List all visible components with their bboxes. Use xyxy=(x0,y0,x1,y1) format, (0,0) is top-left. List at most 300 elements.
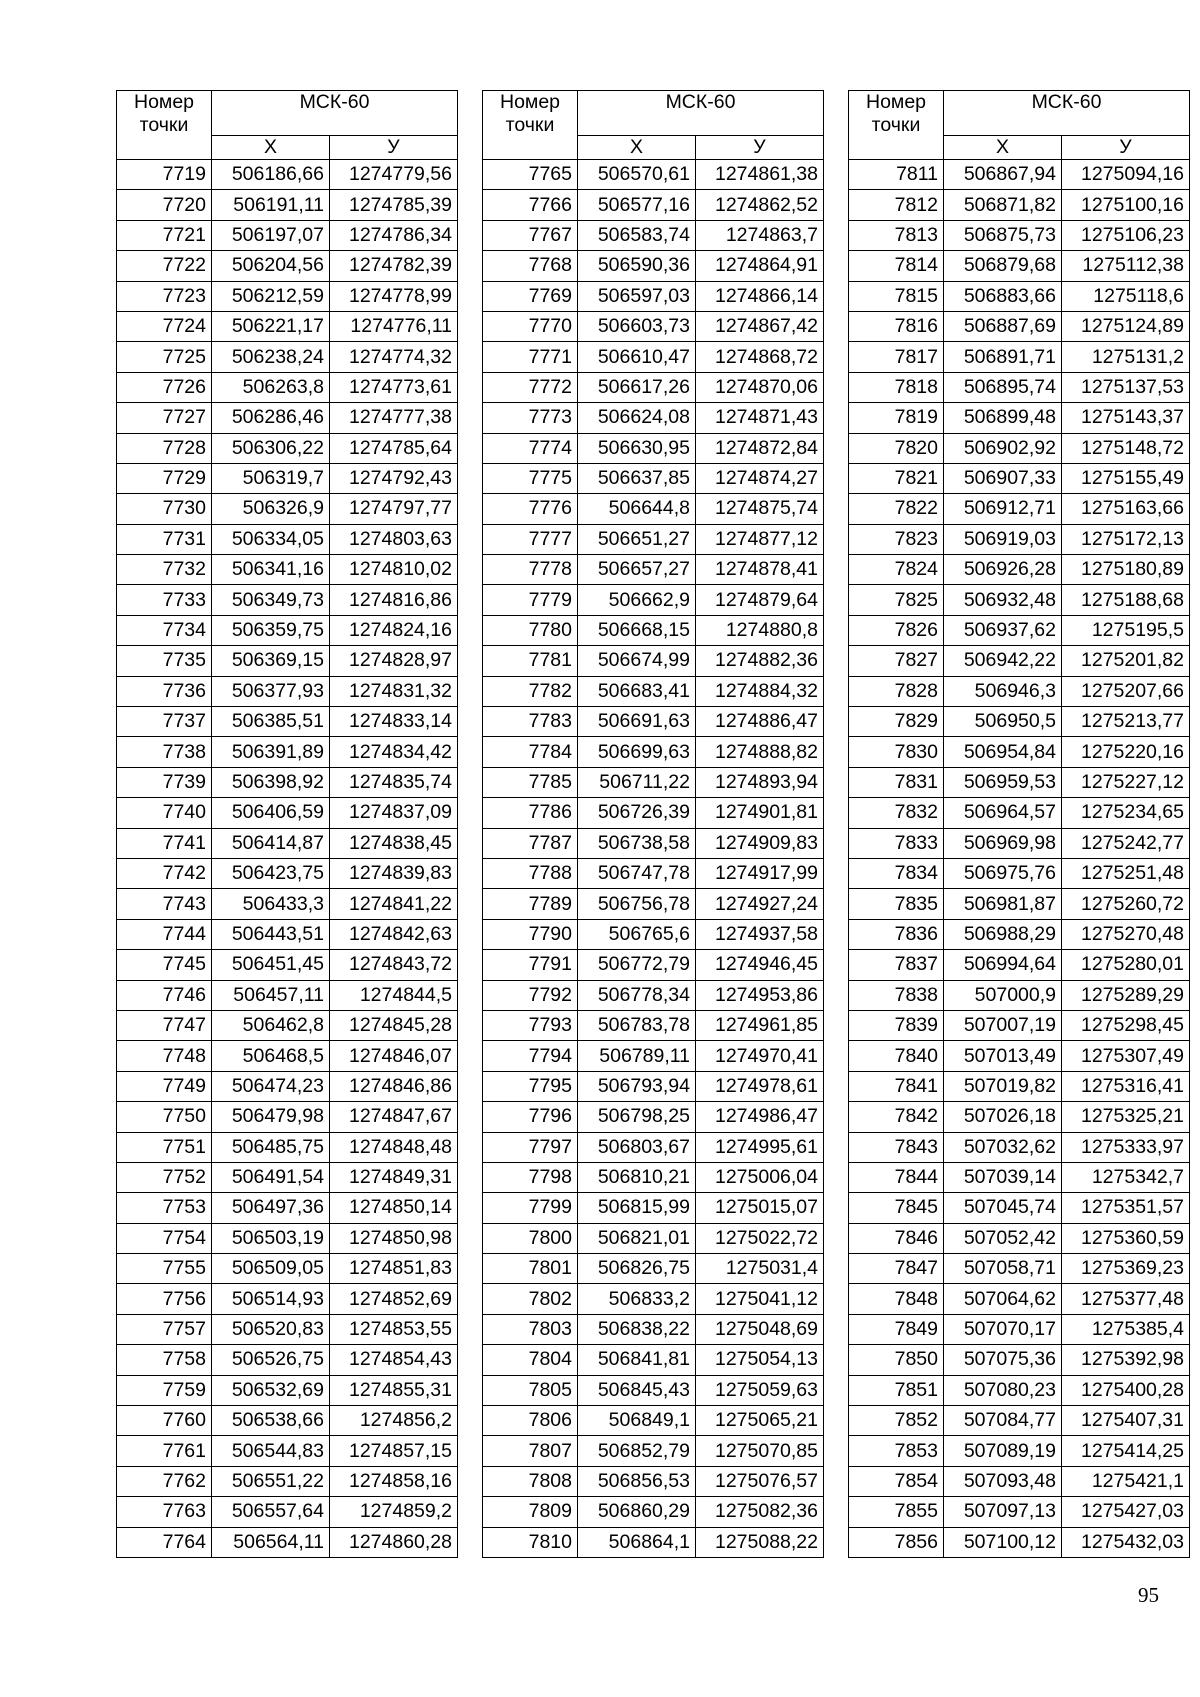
y-coordinate-cell: 1275289,29 xyxy=(1062,980,1190,1010)
point-number-cell: 7752 xyxy=(117,1162,212,1192)
x-coordinate-cell: 506564,11 xyxy=(212,1527,330,1557)
table-row xyxy=(117,1497,458,1527)
y-coordinate-cell: 1275041,12 xyxy=(696,1284,824,1314)
y-coordinate-cell: 1275180,89 xyxy=(1062,555,1190,585)
y-coordinate-cell: 1274782,39 xyxy=(330,251,458,281)
point-number-cell: 7733 xyxy=(117,585,212,615)
x-coordinate-cell: 507052,42 xyxy=(944,1223,1062,1253)
y-coordinate-cell: 1275220,16 xyxy=(1062,737,1190,767)
x-coordinate-cell: 506959,53 xyxy=(944,767,1062,797)
table-row xyxy=(117,1162,458,1192)
point-number-cell: 7807 xyxy=(483,1436,578,1466)
point-number-cell: 7799 xyxy=(483,1193,578,1223)
x-coordinate-cell: 506630,95 xyxy=(578,433,696,463)
point-number-cell: 7758 xyxy=(117,1345,212,1375)
table-row xyxy=(117,160,458,190)
x-coordinate-cell: 506551,22 xyxy=(212,1466,330,1496)
table-row xyxy=(849,767,1190,797)
y-coordinate-cell: 1274778,99 xyxy=(330,281,458,311)
x-coordinate-cell: 506474,23 xyxy=(212,1071,330,1101)
table-row xyxy=(483,220,824,250)
point-number-cell: 7795 xyxy=(483,1071,578,1101)
point-number-cell: 7782 xyxy=(483,676,578,706)
point-number-cell: 7854 xyxy=(849,1466,944,1496)
y-coordinate-cell: 1274917,99 xyxy=(696,858,824,888)
y-coordinate-cell: 1274880,8 xyxy=(696,615,824,645)
point-number-cell: 7800 xyxy=(483,1223,578,1253)
point-number-cell: 7842 xyxy=(849,1102,944,1132)
table-row xyxy=(483,889,824,919)
point-number-cell: 7829 xyxy=(849,707,944,737)
y-coordinate-cell: 1274871,43 xyxy=(696,403,824,433)
point-number-cell: 7749 xyxy=(117,1071,212,1101)
table-row xyxy=(849,1132,1190,1162)
point-number-cell: 7721 xyxy=(117,220,212,250)
point-number-cell: 7818 xyxy=(849,372,944,402)
table-row xyxy=(483,950,824,980)
x-coordinate-cell: 506902,92 xyxy=(944,433,1062,463)
y-coordinate-cell: 1275054,13 xyxy=(696,1345,824,1375)
table-row xyxy=(483,1284,824,1314)
table-row xyxy=(117,342,458,372)
y-coordinate-cell: 1275188,68 xyxy=(1062,585,1190,615)
point-number-cell: 7764 xyxy=(117,1527,212,1557)
x-coordinate-cell: 506810,21 xyxy=(578,1162,696,1192)
table-row xyxy=(117,737,458,767)
point-number-cell: 7766 xyxy=(483,190,578,220)
point-number-cell: 7843 xyxy=(849,1132,944,1162)
x-coordinate-cell: 506319,7 xyxy=(212,463,330,493)
x-coordinate-cell: 507064,62 xyxy=(944,1284,1062,1314)
y-coordinate-cell: 1274970,41 xyxy=(696,1041,824,1071)
x-coordinate-cell: 506485,75 xyxy=(212,1132,330,1162)
point-number-cell: 7775 xyxy=(483,463,578,493)
y-coordinate-cell: 1274845,28 xyxy=(330,1010,458,1040)
table-row xyxy=(849,950,1190,980)
point-number-cell: 7836 xyxy=(849,919,944,949)
x-coordinate-cell: 506657,27 xyxy=(578,555,696,585)
point-number-cell: 7832 xyxy=(849,798,944,828)
point-number-cell: 7753 xyxy=(117,1193,212,1223)
table-row xyxy=(849,1406,1190,1436)
table-row xyxy=(483,1254,824,1284)
y-coordinate-cell: 1274834,42 xyxy=(330,737,458,767)
x-coordinate-cell: 506544,83 xyxy=(212,1436,330,1466)
point-number-cell: 7729 xyxy=(117,463,212,493)
x-coordinate-cell: 506451,45 xyxy=(212,950,330,980)
x-coordinate-cell: 507045,74 xyxy=(944,1193,1062,1223)
x-coordinate-cell: 506414,87 xyxy=(212,828,330,858)
x-coordinate-cell: 506950,5 xyxy=(944,707,1062,737)
table-row xyxy=(483,585,824,615)
x-coordinate-cell: 506385,51 xyxy=(212,707,330,737)
x-coordinate-cell: 507019,82 xyxy=(944,1071,1062,1101)
coordinates-table-3 xyxy=(848,90,1190,1558)
point-number-cell: 7841 xyxy=(849,1071,944,1101)
table-row xyxy=(117,615,458,645)
table-row xyxy=(483,463,824,493)
y-coordinate-cell: 1275421,1 xyxy=(1062,1466,1190,1496)
table-row xyxy=(483,615,824,645)
point-number-cell: 7844 xyxy=(849,1162,944,1192)
y-coordinate-cell: 1274857,15 xyxy=(330,1436,458,1466)
x-coordinate-cell: 506852,79 xyxy=(578,1436,696,1466)
table-row xyxy=(117,1071,458,1101)
y-coordinate-cell: 1274824,16 xyxy=(330,615,458,645)
point-number-cell: 7736 xyxy=(117,676,212,706)
x-coordinate-cell: 506683,41 xyxy=(578,676,696,706)
table-row xyxy=(117,1314,458,1344)
y-column-header: У xyxy=(1062,136,1190,160)
table-row xyxy=(483,1497,824,1527)
table-row xyxy=(117,190,458,220)
point-number-cell: 7852 xyxy=(849,1406,944,1436)
y-coordinate-cell: 1274860,28 xyxy=(330,1527,458,1557)
point-number-cell: 7731 xyxy=(117,524,212,554)
x-coordinate-cell: 506443,51 xyxy=(212,919,330,949)
point-number-cell: 7767 xyxy=(483,220,578,250)
y-coordinate-cell: 1275407,31 xyxy=(1062,1406,1190,1436)
point-number-cell: 7726 xyxy=(117,372,212,402)
x-coordinate-cell: 506988,29 xyxy=(944,919,1062,949)
y-coordinate-cell: 1275143,37 xyxy=(1062,403,1190,433)
y-coordinate-cell: 1274833,14 xyxy=(330,707,458,737)
y-coordinate-cell: 1274837,09 xyxy=(330,798,458,828)
point-number-cell: 7727 xyxy=(117,403,212,433)
point-number-cell: 7757 xyxy=(117,1314,212,1344)
x-coordinate-cell: 506841,81 xyxy=(578,1345,696,1375)
x-coordinate-cell: 507070,17 xyxy=(944,1314,1062,1344)
point-number-cell: 7746 xyxy=(117,980,212,1010)
y-coordinate-cell: 1274773,61 xyxy=(330,372,458,402)
table-row xyxy=(849,1223,1190,1253)
table-row xyxy=(849,433,1190,463)
point-number-cell: 7744 xyxy=(117,919,212,949)
table-row xyxy=(483,1436,824,1466)
y-coordinate-cell: 1275006,04 xyxy=(696,1162,824,1192)
point-number-cell: 7748 xyxy=(117,1041,212,1071)
table-row xyxy=(483,676,824,706)
table-row xyxy=(483,1071,824,1101)
x-coordinate-cell: 506570,61 xyxy=(578,160,696,190)
y-coordinate-cell: 1274884,32 xyxy=(696,676,824,706)
x-coordinate-cell: 506532,69 xyxy=(212,1375,330,1405)
table-row xyxy=(483,160,824,190)
y-coordinate-cell: 1274855,31 xyxy=(330,1375,458,1405)
table-row xyxy=(483,1375,824,1405)
point-number-cell: 7798 xyxy=(483,1162,578,1192)
point-number-cell: 7828 xyxy=(849,676,944,706)
y-coordinate-cell: 1275148,72 xyxy=(1062,433,1190,463)
y-coordinate-cell: 1275298,45 xyxy=(1062,1010,1190,1040)
table-row xyxy=(849,1071,1190,1101)
y-coordinate-cell: 1275155,49 xyxy=(1062,463,1190,493)
point-number-cell: 7771 xyxy=(483,342,578,372)
y-coordinate-cell: 1274866,14 xyxy=(696,281,824,311)
table-row xyxy=(483,342,824,372)
point-number-cell: 7720 xyxy=(117,190,212,220)
y-coordinate-cell: 1274901,81 xyxy=(696,798,824,828)
point-number-cell: 7803 xyxy=(483,1314,578,1344)
table-row xyxy=(117,1193,458,1223)
point-number-cell: 7825 xyxy=(849,585,944,615)
x-coordinate-cell: 506186,66 xyxy=(212,160,330,190)
table-row xyxy=(483,1314,824,1344)
point-number-cell: 7738 xyxy=(117,737,212,767)
x-coordinate-cell: 506919,03 xyxy=(944,524,1062,554)
table-row xyxy=(483,828,824,858)
y-coordinate-cell: 1275242,77 xyxy=(1062,828,1190,858)
x-coordinate-cell: 506651,27 xyxy=(578,524,696,554)
y-coordinate-cell: 1274785,39 xyxy=(330,190,458,220)
x-coordinate-cell: 506756,78 xyxy=(578,889,696,919)
point-number-cell: 7769 xyxy=(483,281,578,311)
point-number-cell: 7740 xyxy=(117,798,212,828)
y-coordinate-cell: 1275325,21 xyxy=(1062,1102,1190,1132)
table-row xyxy=(849,311,1190,341)
point-number-cell: 7820 xyxy=(849,433,944,463)
x-coordinate-cell: 506334,05 xyxy=(212,524,330,554)
y-coordinate-cell: 1274888,82 xyxy=(696,737,824,767)
x-coordinate-cell: 506747,78 xyxy=(578,858,696,888)
y-coordinate-cell: 1275124,89 xyxy=(1062,311,1190,341)
x-column-header: Х xyxy=(578,136,696,160)
point-number-cell: 7809 xyxy=(483,1497,578,1527)
table-row xyxy=(117,676,458,706)
y-coordinate-cell: 1275100,16 xyxy=(1062,190,1190,220)
table-row xyxy=(117,1466,458,1496)
table-row xyxy=(483,919,824,949)
table-row xyxy=(849,1314,1190,1344)
table-row xyxy=(117,1284,458,1314)
x-coordinate-cell: 506875,73 xyxy=(944,220,1062,250)
y-coordinate-cell: 1274927,24 xyxy=(696,889,824,919)
point-number-cell: 7724 xyxy=(117,311,212,341)
point-number-cell: 7750 xyxy=(117,1102,212,1132)
table-row xyxy=(117,1375,458,1405)
x-coordinate-cell: 506597,03 xyxy=(578,281,696,311)
point-number-header: Номер точки xyxy=(483,91,578,160)
table-row xyxy=(117,1041,458,1071)
point-number-cell: 7725 xyxy=(117,342,212,372)
x-coordinate-cell: 506803,67 xyxy=(578,1132,696,1162)
x-coordinate-cell: 506772,79 xyxy=(578,950,696,980)
y-coordinate-cell: 1274856,2 xyxy=(330,1406,458,1436)
table-row xyxy=(849,403,1190,433)
y-coordinate-cell: 1274864,91 xyxy=(696,251,824,281)
point-number-cell: 7779 xyxy=(483,585,578,615)
table-row xyxy=(483,1223,824,1253)
y-coordinate-cell: 1274870,06 xyxy=(696,372,824,402)
table-row xyxy=(117,281,458,311)
table-row xyxy=(483,1193,824,1223)
point-number-cell: 7834 xyxy=(849,858,944,888)
coordinates-table-1 xyxy=(116,90,458,1558)
y-coordinate-cell: 1274792,43 xyxy=(330,463,458,493)
y-coordinate-cell: 1275048,69 xyxy=(696,1314,824,1344)
point-number-cell: 7737 xyxy=(117,707,212,737)
table-row xyxy=(849,1436,1190,1466)
x-coordinate-cell: 507100,12 xyxy=(944,1527,1062,1557)
table-row xyxy=(117,433,458,463)
table-row xyxy=(849,707,1190,737)
y-coordinate-cell: 1274828,97 xyxy=(330,646,458,676)
point-number-cell: 7763 xyxy=(117,1497,212,1527)
x-coordinate-cell: 506509,05 xyxy=(212,1254,330,1284)
point-number-cell: 7732 xyxy=(117,555,212,585)
point-number-cell: 7835 xyxy=(849,889,944,919)
point-number-cell: 7728 xyxy=(117,433,212,463)
table-row xyxy=(849,676,1190,706)
y-coordinate-cell: 1275059,63 xyxy=(696,1375,824,1405)
x-coordinate-cell: 506969,98 xyxy=(944,828,1062,858)
x-coordinate-cell: 506610,47 xyxy=(578,342,696,372)
y-coordinate-cell: 1275213,77 xyxy=(1062,707,1190,737)
y-coordinate-cell: 1274859,2 xyxy=(330,1497,458,1527)
x-coordinate-cell: 507013,49 xyxy=(944,1041,1062,1071)
y-coordinate-cell: 1274986,47 xyxy=(696,1102,824,1132)
point-number-cell: 7823 xyxy=(849,524,944,554)
x-coordinate-cell: 506221,17 xyxy=(212,311,330,341)
table-row xyxy=(483,1010,824,1040)
x-coordinate-cell: 506899,48 xyxy=(944,403,1062,433)
x-coordinate-cell: 506975,76 xyxy=(944,858,1062,888)
x-coordinate-cell: 506603,73 xyxy=(578,311,696,341)
point-number-cell: 7759 xyxy=(117,1375,212,1405)
point-number-cell: 7730 xyxy=(117,494,212,524)
x-coordinate-cell: 506887,69 xyxy=(944,311,1062,341)
table-row xyxy=(483,403,824,433)
table-row xyxy=(117,1223,458,1253)
y-coordinate-cell: 1275022,72 xyxy=(696,1223,824,1253)
x-coordinate-cell: 507007,19 xyxy=(944,1010,1062,1040)
point-number-cell: 7781 xyxy=(483,646,578,676)
x-coordinate-cell: 506423,75 xyxy=(212,858,330,888)
table-row xyxy=(117,1254,458,1284)
point-number-cell: 7778 xyxy=(483,555,578,585)
y-coordinate-cell: 1274878,41 xyxy=(696,555,824,585)
point-number-cell: 7802 xyxy=(483,1284,578,1314)
x-coordinate-cell: 506662,9 xyxy=(578,585,696,615)
x-coordinate-cell: 506789,11 xyxy=(578,1041,696,1071)
table-row xyxy=(117,555,458,585)
y-coordinate-cell: 1275031,4 xyxy=(696,1254,824,1284)
point-number-cell: 7751 xyxy=(117,1132,212,1162)
x-coordinate-cell: 506942,22 xyxy=(944,646,1062,676)
point-number-cell: 7793 xyxy=(483,1010,578,1040)
point-number-cell: 7747 xyxy=(117,1010,212,1040)
y-coordinate-cell: 1275251,48 xyxy=(1062,858,1190,888)
y-coordinate-cell: 1274886,47 xyxy=(696,707,824,737)
y-coordinate-cell: 1274797,77 xyxy=(330,494,458,524)
x-coordinate-cell: 506711,22 xyxy=(578,767,696,797)
x-coordinate-cell: 506191,11 xyxy=(212,190,330,220)
x-coordinate-cell: 506624,08 xyxy=(578,403,696,433)
table-row xyxy=(117,220,458,250)
point-number-cell: 7761 xyxy=(117,1436,212,1466)
y-coordinate-cell: 1275307,49 xyxy=(1062,1041,1190,1071)
coordinate-system-header: МСК-60 xyxy=(944,91,1190,136)
y-coordinate-cell: 1274847,67 xyxy=(330,1102,458,1132)
y-coordinate-cell: 1275414,25 xyxy=(1062,1436,1190,1466)
y-coordinate-cell: 1274816,86 xyxy=(330,585,458,615)
x-coordinate-cell: 506821,01 xyxy=(578,1223,696,1253)
y-coordinate-cell: 1274867,42 xyxy=(696,311,824,341)
y-coordinate-cell: 1275137,53 xyxy=(1062,372,1190,402)
table-row xyxy=(849,980,1190,1010)
x-coordinate-cell: 506526,75 xyxy=(212,1345,330,1375)
point-number-cell: 7773 xyxy=(483,403,578,433)
x-coordinate-cell: 506637,85 xyxy=(578,463,696,493)
x-coordinate-cell: 506937,62 xyxy=(944,615,1062,645)
table-row xyxy=(849,798,1190,828)
y-coordinate-cell: 1274850,14 xyxy=(330,1193,458,1223)
table-row xyxy=(849,1041,1190,1071)
y-coordinate-cell: 1275400,28 xyxy=(1062,1375,1190,1405)
y-coordinate-cell: 1274877,12 xyxy=(696,524,824,554)
point-number-cell: 7735 xyxy=(117,646,212,676)
y-coordinate-cell: 1275333,97 xyxy=(1062,1132,1190,1162)
point-number-cell: 7745 xyxy=(117,950,212,980)
y-coordinate-cell: 1275427,03 xyxy=(1062,1497,1190,1527)
table-row xyxy=(483,737,824,767)
x-coordinate-cell: 506590,36 xyxy=(578,251,696,281)
point-number-cell: 7723 xyxy=(117,281,212,311)
point-number-cell: 7780 xyxy=(483,615,578,645)
table-row xyxy=(117,798,458,828)
point-number-header: Номер точки xyxy=(117,91,212,160)
x-coordinate-cell: 506798,25 xyxy=(578,1102,696,1132)
x-coordinate-cell: 506617,26 xyxy=(578,372,696,402)
y-coordinate-cell: 1274835,74 xyxy=(330,767,458,797)
y-coordinate-cell: 1274852,69 xyxy=(330,1284,458,1314)
point-number-cell: 7765 xyxy=(483,160,578,190)
coordinate-system-header: МСК-60 xyxy=(212,91,458,136)
table-row xyxy=(849,889,1190,919)
point-number-cell: 7848 xyxy=(849,1284,944,1314)
x-coordinate-cell: 506954,84 xyxy=(944,737,1062,767)
x-coordinate-cell: 506263,8 xyxy=(212,372,330,402)
point-number-cell: 7742 xyxy=(117,858,212,888)
x-coordinate-cell: 506238,24 xyxy=(212,342,330,372)
y-coordinate-cell: 1274849,31 xyxy=(330,1162,458,1192)
point-number-cell: 7817 xyxy=(849,342,944,372)
table-row xyxy=(849,1345,1190,1375)
y-coordinate-cell: 1274868,72 xyxy=(696,342,824,372)
table-row xyxy=(483,1102,824,1132)
point-number-cell: 7770 xyxy=(483,311,578,341)
x-coordinate-cell: 506644,8 xyxy=(578,494,696,524)
table-row xyxy=(117,1436,458,1466)
point-number-cell: 7831 xyxy=(849,767,944,797)
table-row xyxy=(849,1102,1190,1132)
y-coordinate-cell: 1274872,84 xyxy=(696,433,824,463)
point-number-cell: 7855 xyxy=(849,1497,944,1527)
y-coordinate-cell: 1274786,34 xyxy=(330,220,458,250)
y-column-header: У xyxy=(696,136,824,160)
y-coordinate-cell: 1274810,02 xyxy=(330,555,458,585)
table-row xyxy=(483,372,824,402)
y-coordinate-cell: 1274854,43 xyxy=(330,1345,458,1375)
table-row xyxy=(849,190,1190,220)
y-coordinate-cell: 1275392,98 xyxy=(1062,1345,1190,1375)
x-coordinate-cell: 506815,99 xyxy=(578,1193,696,1223)
table-row xyxy=(849,251,1190,281)
y-coordinate-cell: 1275172,13 xyxy=(1062,524,1190,554)
point-number-cell: 7804 xyxy=(483,1345,578,1375)
y-coordinate-cell: 1275342,7 xyxy=(1062,1162,1190,1192)
table-row xyxy=(117,463,458,493)
